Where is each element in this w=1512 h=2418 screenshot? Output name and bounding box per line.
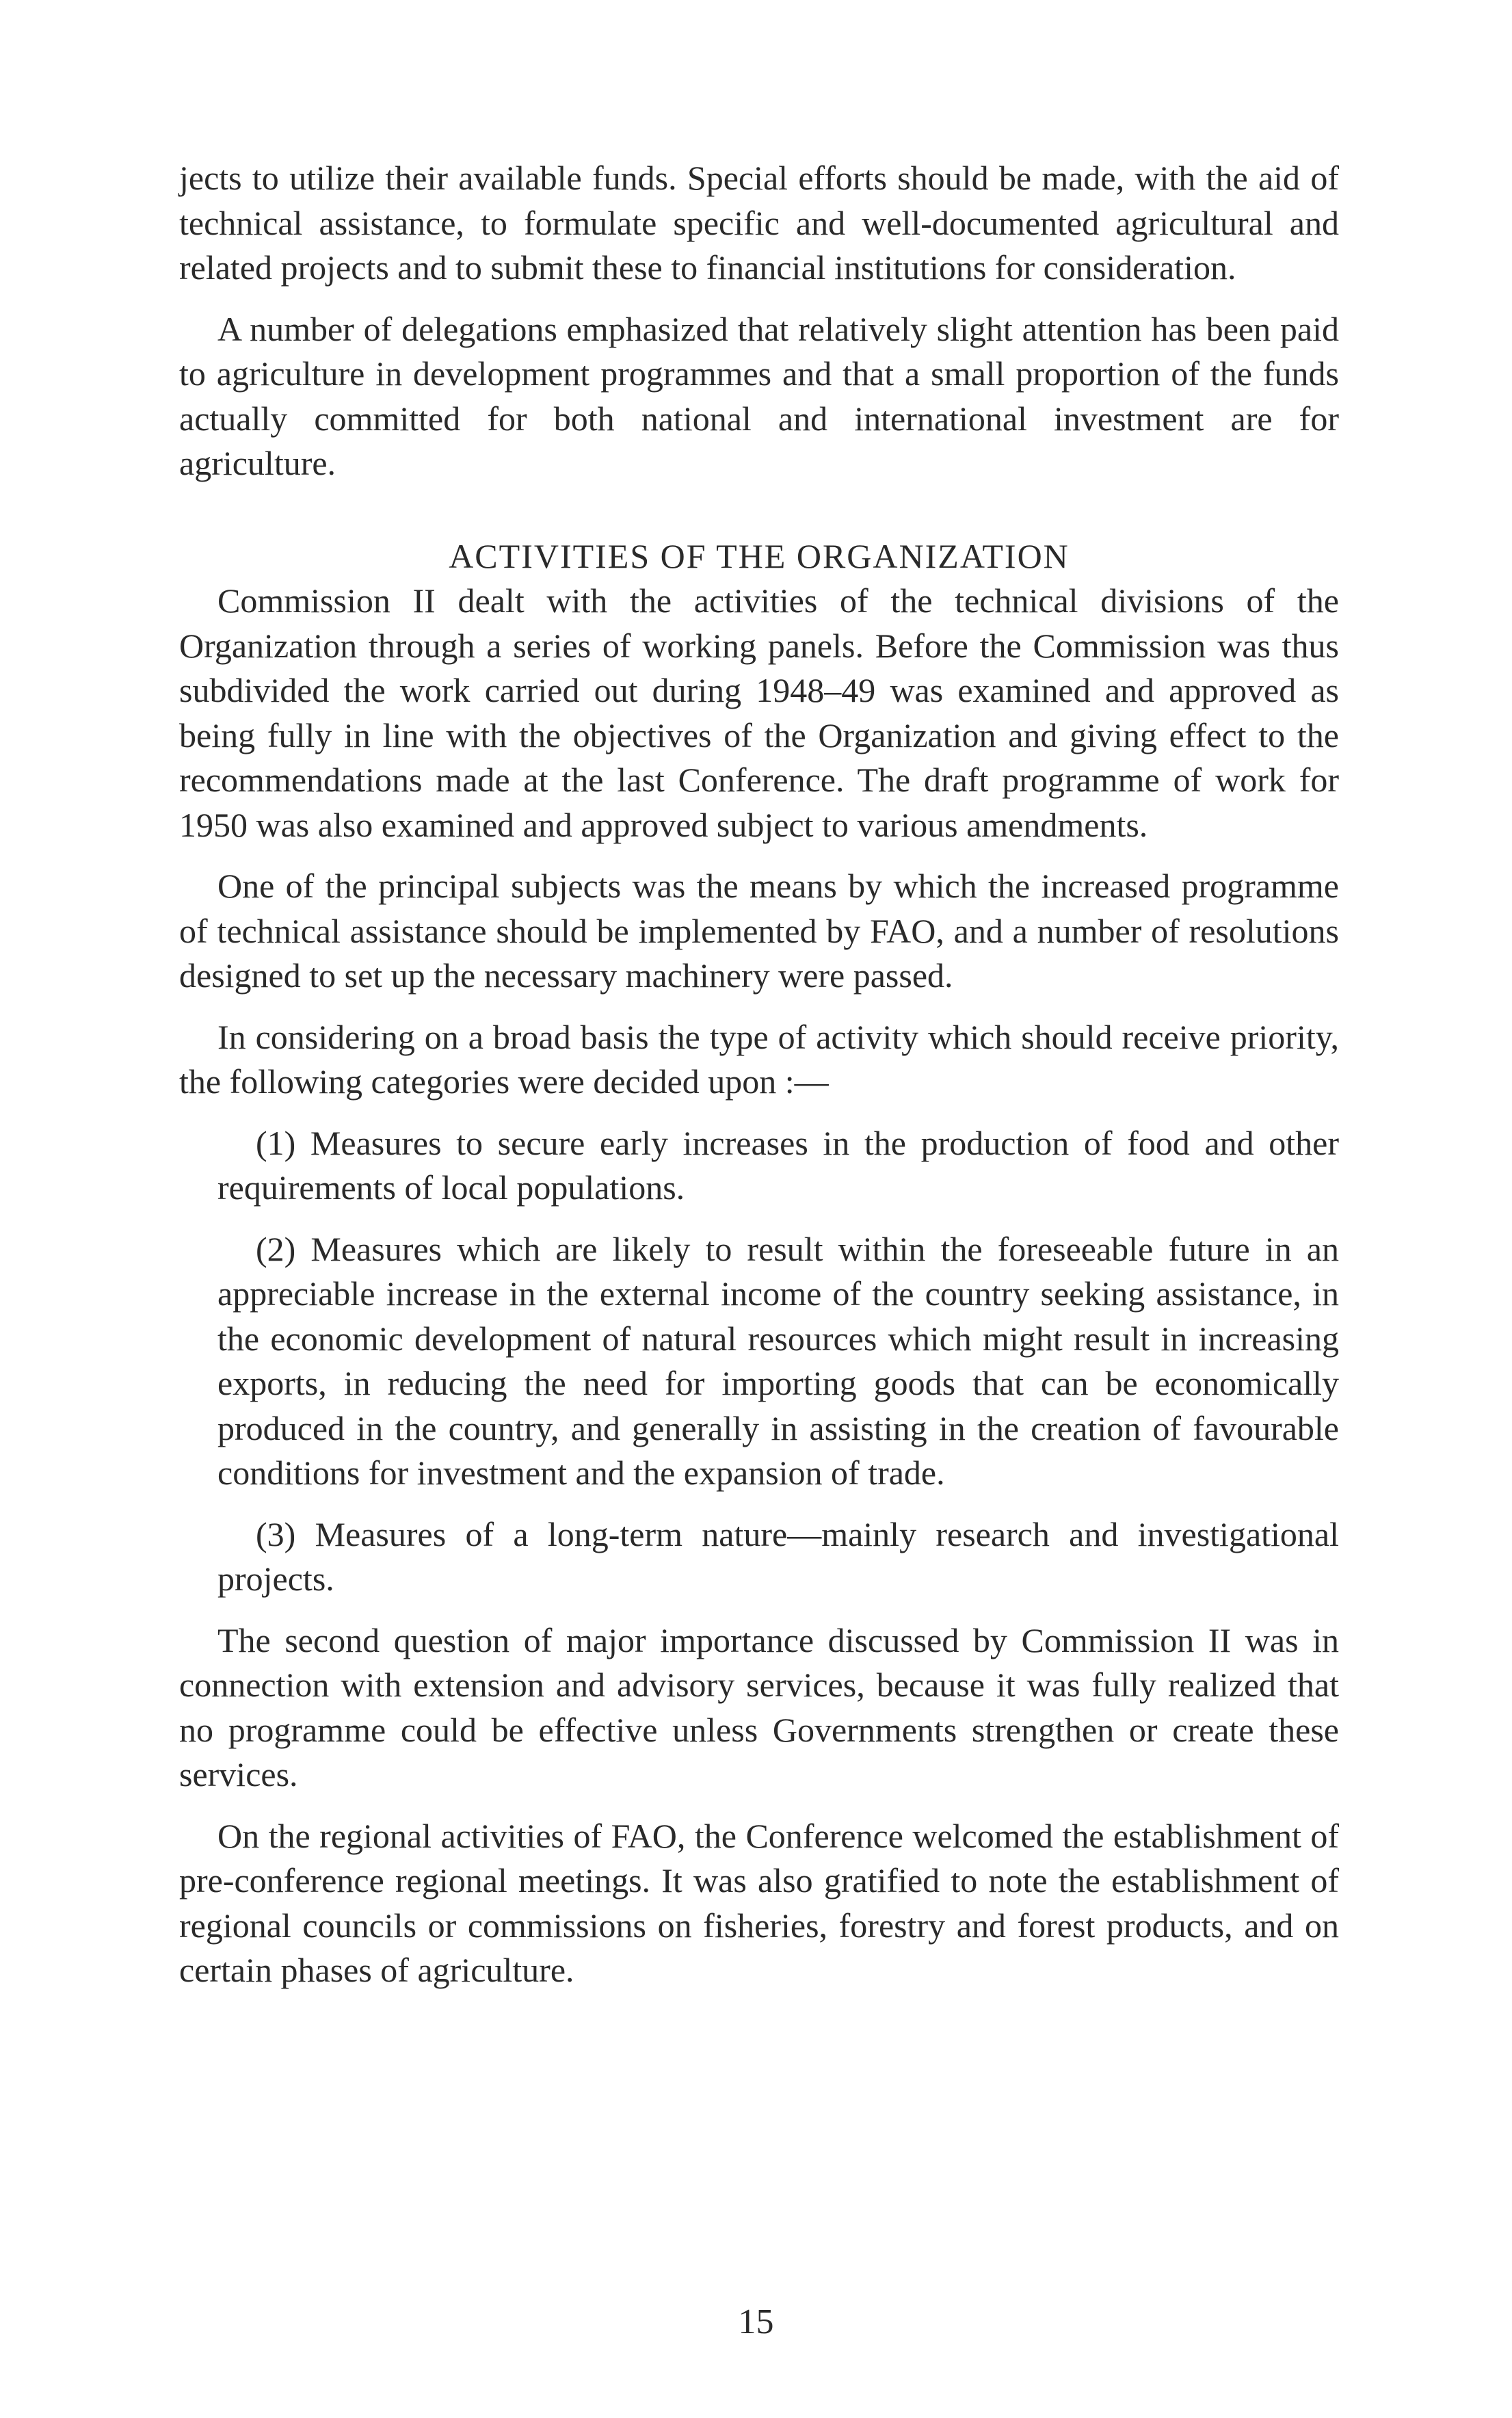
page-number: 15 <box>738 2302 774 2341</box>
list-item-measures-3: (3) Measures of a long-term nature—mainly research and investigational projects. <box>217 1514 1339 1598</box>
paragraph-priority-categories: In considering on a broad basis the type of activity which should receive priority, the following categories were decided upon :— <box>179 1017 1339 1101</box>
section-heading: ACTIVITIES OF THE ORGANIZATION <box>449 536 1070 575</box>
list-item-measures-1: (1) Measures to secure early increases in the production of food and other requirements of local populations. <box>217 1123 1339 1207</box>
document-page <box>179 156 1339 1993</box>
paragraph-extension-services: The second question of major importance discussed by Commission II was in connection with extension and advisory services, because it was fully realized that no programme could be effective unless Governments strengthen or create these services. <box>179 1620 1339 1793</box>
paragraph-delegations: A number of delegations emphasized that relatively slight attention has been paid to agriculture in development programmes and that a small proportion of the funds actually committed for both national and international investment are for agriculture. <box>179 309 1339 482</box>
paragraph-commission-ii: Commission II dealt with the activities of the technical divisions of the Organization through a series of working panels. Before the Commission was thus subdivided the work carried out during 1948–49 was examined and approved as being fully in line with the objectives of the Organization and giving effect to the recommendations made at the last Conference. The draft programme of work for 1950 was also examined and approved subject to various amendments. <box>179 581 1339 844</box>
list-item-measures-2: (2) Measures which are likely to result within the foreseeable future in an appreciable increase in the external income of the country seeking assistance, in the economic development of natural resources which might result in increasing exports, in reducing the need for importing goods that can be economically produced in the country, and generally in assisting in the creation of favourable conditions for investment and the expansion of trade. <box>217 1229 1339 1492</box>
paragraph-continuation: jects to utilize their available funds. Special efforts should be made, with the aid of technical assistance, to formulate specific and well-documented agricultural and related projects and to submit these to financial institutions for consideration. <box>179 159 1339 287</box>
paragraph-regional-activities: On the regional activities of FAO, the Conference welcomed the establishment of pre-conference regional meetings. It was also gratified to note the establishment of regional councils or commissions on fisheries, forestry and forest products, and on certain phases of agriculture. <box>179 1816 1339 1989</box>
paragraph-technical-assistance: One of the principal subjects was the means by which the increased programme of technical assistance should be implemented by FAO, and a number of resolutions designed to set up the necessary machinery were passed. <box>179 867 1339 995</box>
